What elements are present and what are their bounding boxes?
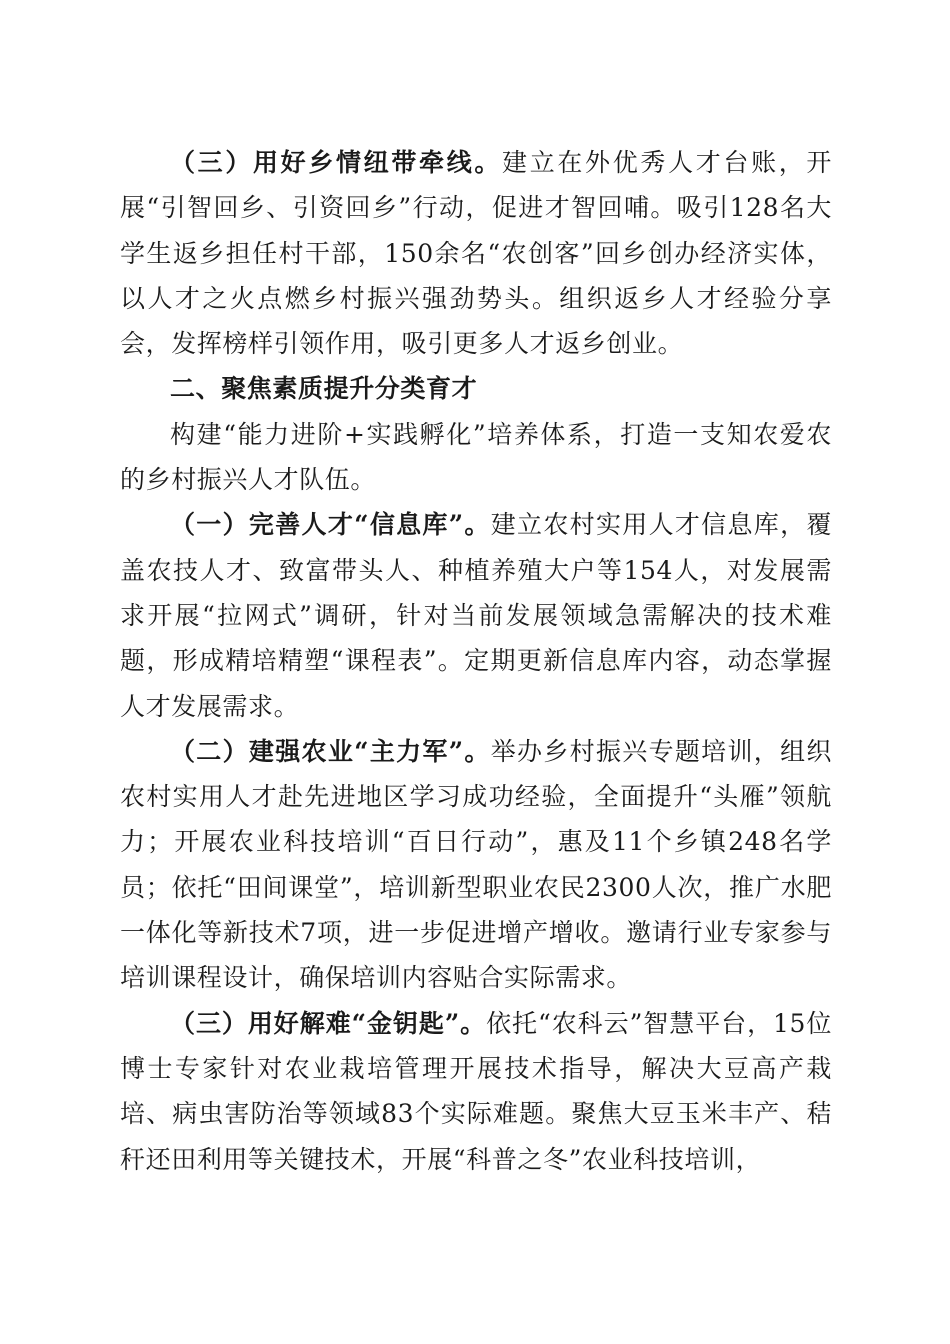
paragraph-text: 依托“农科云”智慧平台，15位博士专家针对农业栽培管理开展技术指导，解决大豆高产栽培、病虫害防治等领域83个实际难题。聚焦大豆玉米丰产、秸秆还田利用等关键技术，开展“科普之冬”农业科技培训，: [120, 1008, 832, 1174]
paragraph-agriculture-main-force: [120, 729, 832, 1001]
paragraph-text: 建立在外优秀人才台账，开展“引智回乡、引资回乡”行动，促进才智回哺。吸引128名大学生返乡担任村干部，150余名“农创客”回乡创办经济实体，以人才之火点燃乡村振兴强劲势头。组织返乡人才经验分享会，发挥榜样引领作用，吸引更多人才返乡创业。: [120, 148, 833, 359]
paragraph-lead: （一）完善人才“信息库”。: [170, 510, 491, 540]
paragraph-golden-key: [120, 1001, 832, 1182]
paragraph-training-system: [120, 412, 832, 503]
paragraph-use-hometown-ties: [120, 140, 832, 366]
paragraph-text: 举办乡村振兴专题培训，组织农村实用人才赴先进地区学习成功经验，全面提升“头雁”领航力；开展农业科技培训“百日行动”，惠及11个乡镇248名学员；依托“田间课堂”，培训新型职业农民2300人次，推广水肥一体化等新技术7项，进一步促进增产增收。邀请行业专家参与培训课程设计，确保培训内容贴合实际需求。: [120, 736, 832, 993]
document-body: [120, 140, 832, 1182]
paragraph-lead: （二）建强农业“主力军”。: [170, 736, 491, 766]
paragraph-lead: （三）用好解难“金钥匙”。: [170, 1008, 487, 1038]
paragraph-lead: （三）用好乡情纽带牵线。: [170, 148, 503, 177]
paragraph-text: 建立农村实用人才信息库，覆盖农技人才、致富带头人、种植养殖大户等154人，对发展需求开展“拉网式”调研，针对当前发展领域急需解决的技术难题，形成精培精塑“课程表”。定期更新信息库内容，动态掌握人才发展需求。: [120, 510, 832, 721]
paragraph-text: 构建“能力进阶+实践孵化”培养体系，打造一支知农爱农的乡村振兴人才队伍。: [120, 419, 832, 495]
section-heading: 二、聚焦素质提升分类育才: [170, 374, 478, 404]
paragraph-talent-database: [120, 502, 832, 728]
